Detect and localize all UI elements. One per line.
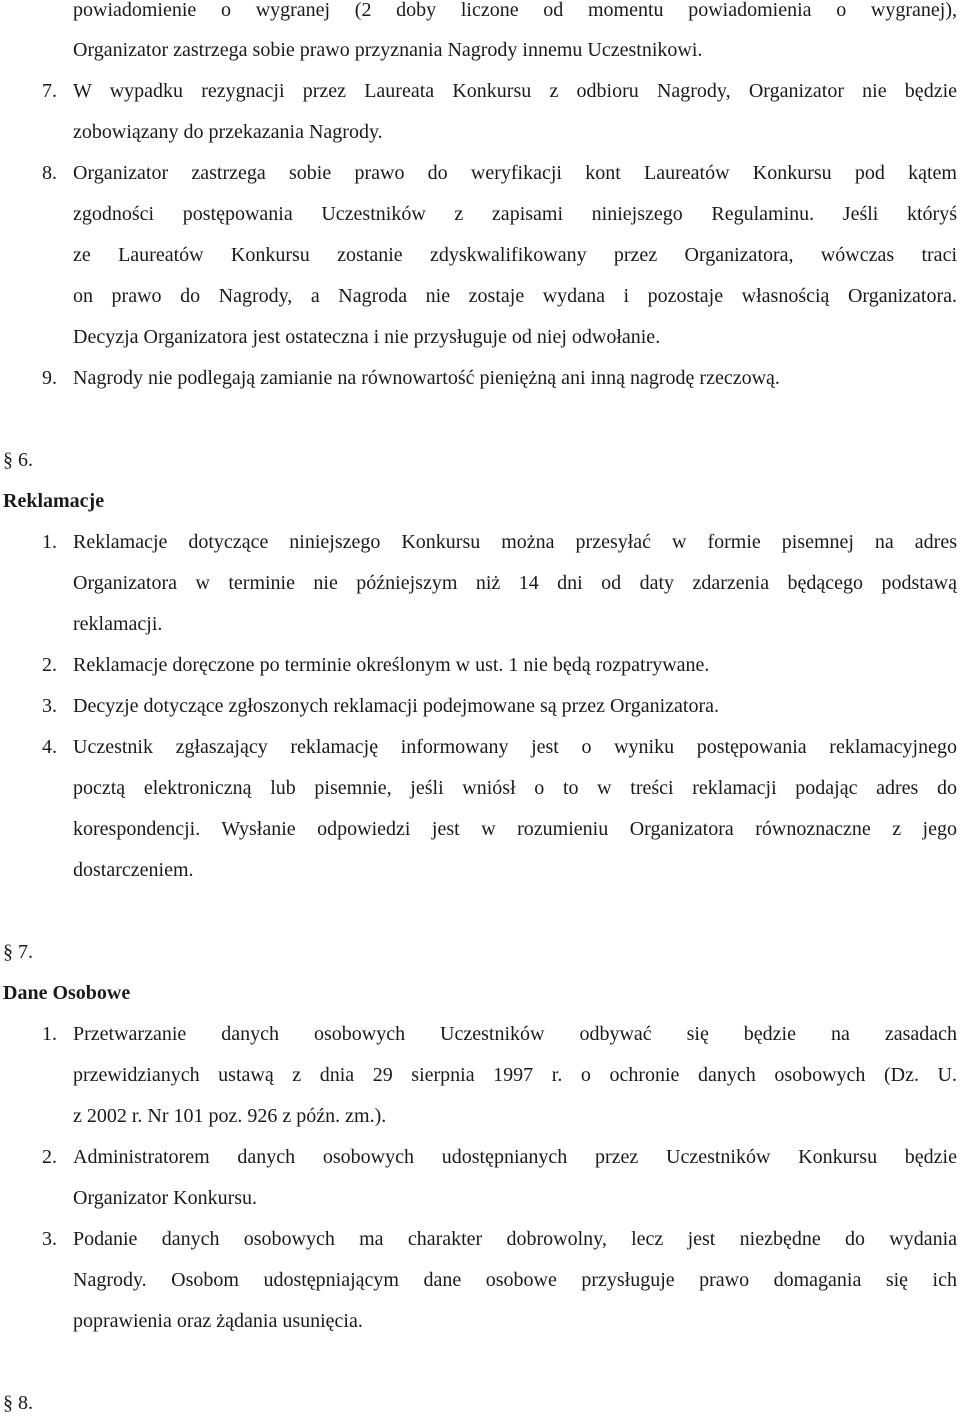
paragraph-line: pocztą elektroniczną lub pisemnie, jeśli wniósł o to w treści reklamacji podając adres do (73, 777, 957, 799)
section-heading: Reklamacje (3, 490, 105, 512)
list-item-number: 1. (42, 1023, 57, 1045)
paragraph-line: Uczestnik zgłaszający reklamację informowany jest o wyniku postępowania reklamacyjnego (73, 736, 957, 758)
paragraph-line: Organizator Konkursu. (73, 1187, 258, 1209)
list-item-number: 8. (42, 162, 57, 184)
paragraph-line: Podanie danych osobowych ma charakter dobrowolny, lecz jest niezbędne do wydania (73, 1228, 957, 1250)
paragraph-line: Decyzje dotyczące zgłoszonych reklamacji podejmowane są przez Organizatora. (73, 695, 719, 717)
paragraph-line: Reklamacje dotyczące niniejszego Konkursu można przesyłać w formie pisemnej na adres (73, 531, 957, 553)
paragraph-line: Nagrody nie podlegają zamianie na równowartość pieniężną ani inną nagrodę rzeczową. (73, 367, 780, 389)
list-item-number: 2. (42, 654, 57, 676)
section-number: § 8. (3, 1392, 33, 1414)
paragraph-line: Decyzja Organizatora jest ostateczna i nie przysługuje od niej odwołanie. (73, 326, 661, 348)
list-item-number: 1. (42, 531, 57, 553)
list-item-number: 7. (42, 80, 57, 102)
paragraph-line: zgodności postępowania Uczestników z zapisami niniejszego Regulaminu. Jeśli któryś (73, 203, 957, 225)
paragraph-line: Administratorem danych osobowych udostępnianych przez Uczestników Konkursu będzie (73, 1146, 957, 1168)
paragraph-line: Przetwarzanie danych osobowych Uczestników odbywać się będzie na zasadach (73, 1023, 957, 1045)
paragraph-line: Organizatora w terminie nie późniejszym niż 14 dni od daty zdarzenia będącego podstawą (73, 572, 957, 594)
paragraph-line: ze Laureatów Konkursu zostanie zdyskwalifikowany przez Organizatora, wówczas traci (73, 244, 957, 266)
paragraph-line: Organizator zastrzega sobie prawo przyznania Nagrody innemu Uczestnikowi. (73, 39, 703, 61)
paragraph-line: poprawienia oraz żądania usunięcia. (73, 1310, 363, 1332)
paragraph-line: Reklamacje doręczone po terminie określonym w ust. 1 nie będą rozpatrywane. (73, 654, 710, 676)
paragraph-line: korespondencji. Wysłanie odpowiedzi jest w rozumieniu Organizatora równoznaczne z jego (73, 818, 957, 840)
section-number: § 6. (3, 449, 33, 471)
list-item-number: 9. (42, 367, 57, 389)
paragraph-line: zobowiązany do przekazania Nagrody. (73, 121, 383, 143)
paragraph-line: Nagrody. Osobom udostępniającym dane osobowe przysługuje prawo domagania się ich (73, 1269, 957, 1291)
section-number: § 7. (3, 941, 33, 963)
paragraph-line: z 2002 r. Nr 101 poz. 926 z późn. zm.). (73, 1105, 387, 1127)
paragraph-line: Organizator zastrzega sobie prawo do weryfikacji kont Laureatów Konkursu pod kątem (73, 162, 957, 184)
paragraph-line: reklamacji. (73, 613, 163, 635)
paragraph-line: przewidzianych ustawą z dnia 29 sierpnia 1997 r. o ochronie danych osobowych (Dz. U. (73, 1064, 957, 1086)
paragraph-line: dostarczeniem. (73, 859, 194, 881)
section-heading: Dane Osobowe (3, 982, 131, 1004)
list-item-number: 2. (42, 1146, 57, 1168)
list-item-number: 3. (42, 695, 57, 717)
paragraph-line: powiadomienie o wygranej (2 doby liczone od momentu powiadomienia o wygranej), (73, 0, 957, 21)
list-item-number: 4. (42, 736, 57, 758)
paragraph-line: W wypadku rezygnacji przez Laureata Konkursu z odbioru Nagrody, Organizator nie będzie (73, 80, 957, 102)
list-item-number: 3. (42, 1228, 57, 1250)
paragraph-line: on prawo do Nagrody, a Nagroda nie zostaje wydana i pozostaje własnością Organizatora. (73, 285, 957, 307)
